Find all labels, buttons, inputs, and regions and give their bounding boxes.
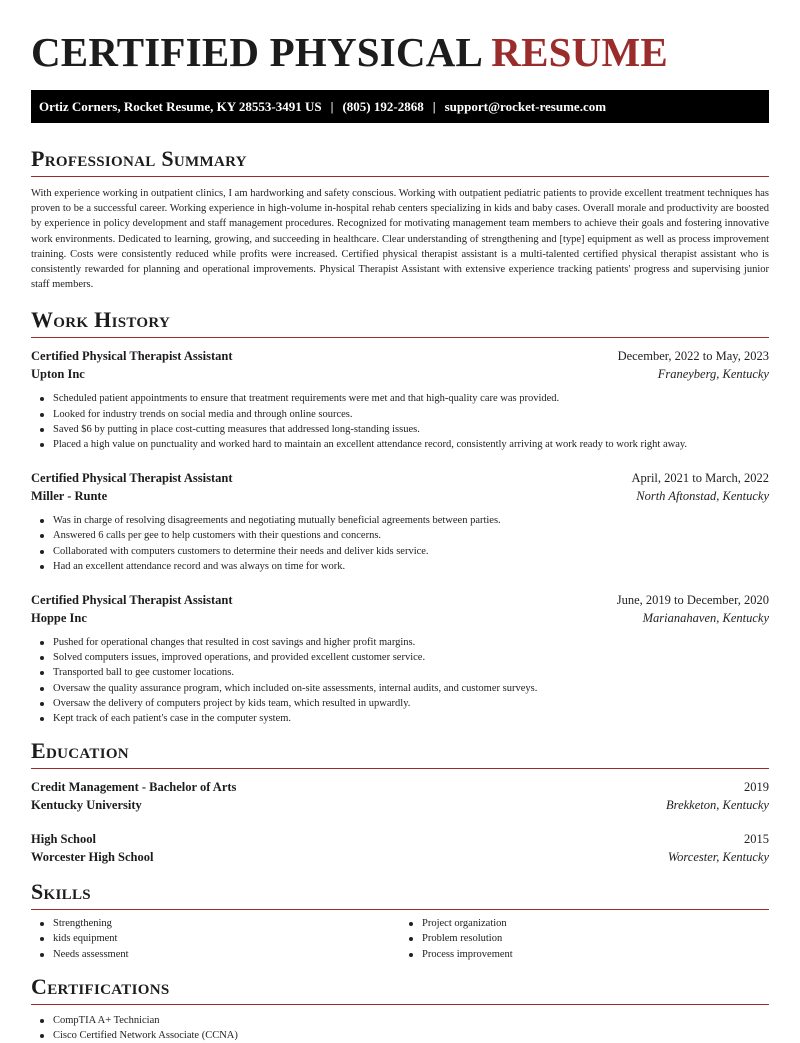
job-dates: June, 2019 to December, 2020 <box>616 593 769 608</box>
section-heading-work-history: Work History <box>31 307 769 338</box>
skill-item: Problem resolution <box>422 931 769 946</box>
section-heading-education: Education <box>31 738 769 769</box>
job-location: Franeyberg, Kentucky <box>657 367 769 382</box>
resume-title <box>31 29 769 75</box>
skill-item: kids equipment <box>53 931 400 946</box>
duty-item: Placed a high value on punctuality and worked hard to maintain an excellent attendance record, consistently arriving at work ready to work right away. <box>53 437 769 452</box>
certifications-list <box>31 1013 769 1043</box>
job-entry <box>31 591 769 726</box>
education-degree: Credit Management - Bachelor of Arts <box>31 780 237 795</box>
skill-item: Process improvement <box>422 947 769 962</box>
title-accent: RESUME <box>491 29 668 75</box>
job-duties <box>31 635 769 726</box>
job-duties <box>31 513 769 574</box>
resume-page <box>31 0 769 1043</box>
job-location: Marianahaven, Kentucky <box>642 611 769 626</box>
job-role: Certified Physical Therapist Assistant <box>31 349 233 364</box>
job-role: Certified Physical Therapist Assistant <box>31 471 233 486</box>
duty-item: Answered 6 calls per gee to help customers with their questions and concerns. <box>53 528 769 543</box>
duty-item: Solved computers issues, improved operations, and provided excellent customer service. <box>53 650 769 665</box>
duty-item: Scheduled patient appointments to ensure that treatment requirements were met and that high-quality care was provided. <box>53 391 769 406</box>
section-heading-summary: Professional Summary <box>31 146 769 177</box>
duty-item: Collaborated with computers customers to determine their needs and deliver kids service. <box>53 544 769 559</box>
certification-item: CompTIA A+ Technician <box>53 1013 769 1028</box>
duty-item: Kept track of each patient's case in the computer system. <box>53 711 769 726</box>
job-entry <box>31 469 769 574</box>
skills-column-left <box>31 916 400 962</box>
contact-bar <box>31 90 769 123</box>
certification-item: Cisco Certified Network Associate (CCNA) <box>53 1028 769 1043</box>
education-year: 2015 <box>744 832 769 847</box>
duty-item: Was in charge of resolving disagreements and negotiating mutually beneficial agreements between parties. <box>53 513 769 528</box>
job-company: Upton Inc <box>31 367 85 382</box>
duty-item: Had an excellent attendance record and was always on time for work. <box>53 559 769 574</box>
skills-column-right <box>400 916 769 962</box>
education-location: Brekketon, Kentucky <box>666 798 769 813</box>
contact-address: Ortiz Corners, Rocket Resume, KY 28553-3491 US <box>39 98 322 114</box>
skill-item: Needs assessment <box>53 947 400 962</box>
section-heading-skills: Skills <box>31 879 769 910</box>
job-company: Miller - Runte <box>31 489 108 504</box>
education-degree: High School <box>31 832 96 847</box>
duty-item: Saved $6 by putting in place cost-cutting measures that addressed long-standing issues. <box>53 422 769 437</box>
job-role: Certified Physical Therapist Assistant <box>31 593 233 608</box>
job-location: North Aftonstad, Kentucky <box>636 489 769 504</box>
contact-phone[interactable]: (805) 192-2868 <box>342 98 424 114</box>
job-dates: April, 2021 to March, 2022 <box>631 471 769 486</box>
skill-item: Project organization <box>422 916 769 931</box>
skills-grid <box>31 916 769 962</box>
education-entry <box>31 830 769 866</box>
job-duties <box>31 391 769 452</box>
duty-item: Transported ball to gee customer locations. <box>53 665 769 680</box>
job-entry <box>31 347 769 452</box>
education-school: Worcester High School <box>31 850 154 865</box>
education-year: 2019 <box>744 780 769 795</box>
job-company: Hoppe Inc <box>31 611 87 626</box>
duty-item: Oversaw the delivery of computers project by kids team, which resulted in upwardly. <box>53 696 769 711</box>
contact-separator: | <box>330 98 334 114</box>
job-dates: December, 2022 to May, 2023 <box>617 349 769 364</box>
contact-separator: | <box>432 98 436 114</box>
section-heading-certifications: Certifications <box>31 974 769 1005</box>
education-school: Kentucky University <box>31 798 142 813</box>
contact-email[interactable]: support@rocket-resume.com <box>444 98 607 114</box>
title-main: CERTIFIED PHYSICAL <box>31 29 481 75</box>
summary-paragraph: With experience working in outpatient clinics, I am hardworking and safety conscious. Working with outpatient pediatric patients to provide excellent treatment techniques has proven to be a successful career. Working experience in high-volume in-hospital rehab centers specializing in kids and baby cases. Overall morale and productivity are boosted by experience in policy development and staff management procedures. Recognized for motivating management team members to achieve their goals and fostering innovative work environments. Dedicated to learning, growing, and succeeding in healthcare. Clear understanding of strengthening and [type] equipment as well as process improvement training. Costs were consistently reduced while profits were increased. Certified physical therapist assistant is a multi-talented certified physical therapist assistant who is consistently rewarded for planning and operational improvements. Physical Therapist Assistant with extensive experience tracking patients' progress and supervising junior staff members. <box>31 188 769 291</box>
education-location: Worcester, Kentucky <box>667 850 769 865</box>
skill-item: Strengthening <box>53 916 400 931</box>
duty-item: Oversaw the quality assurance program, which included on-site assessments, internal audits, and customer surveys. <box>53 681 769 696</box>
education-entry <box>31 778 769 814</box>
duty-item: Looked for industry trends on social media and through online sources. <box>53 407 769 422</box>
duty-item: Pushed for operational changes that resulted in cost savings and higher profit margins. <box>53 635 769 650</box>
